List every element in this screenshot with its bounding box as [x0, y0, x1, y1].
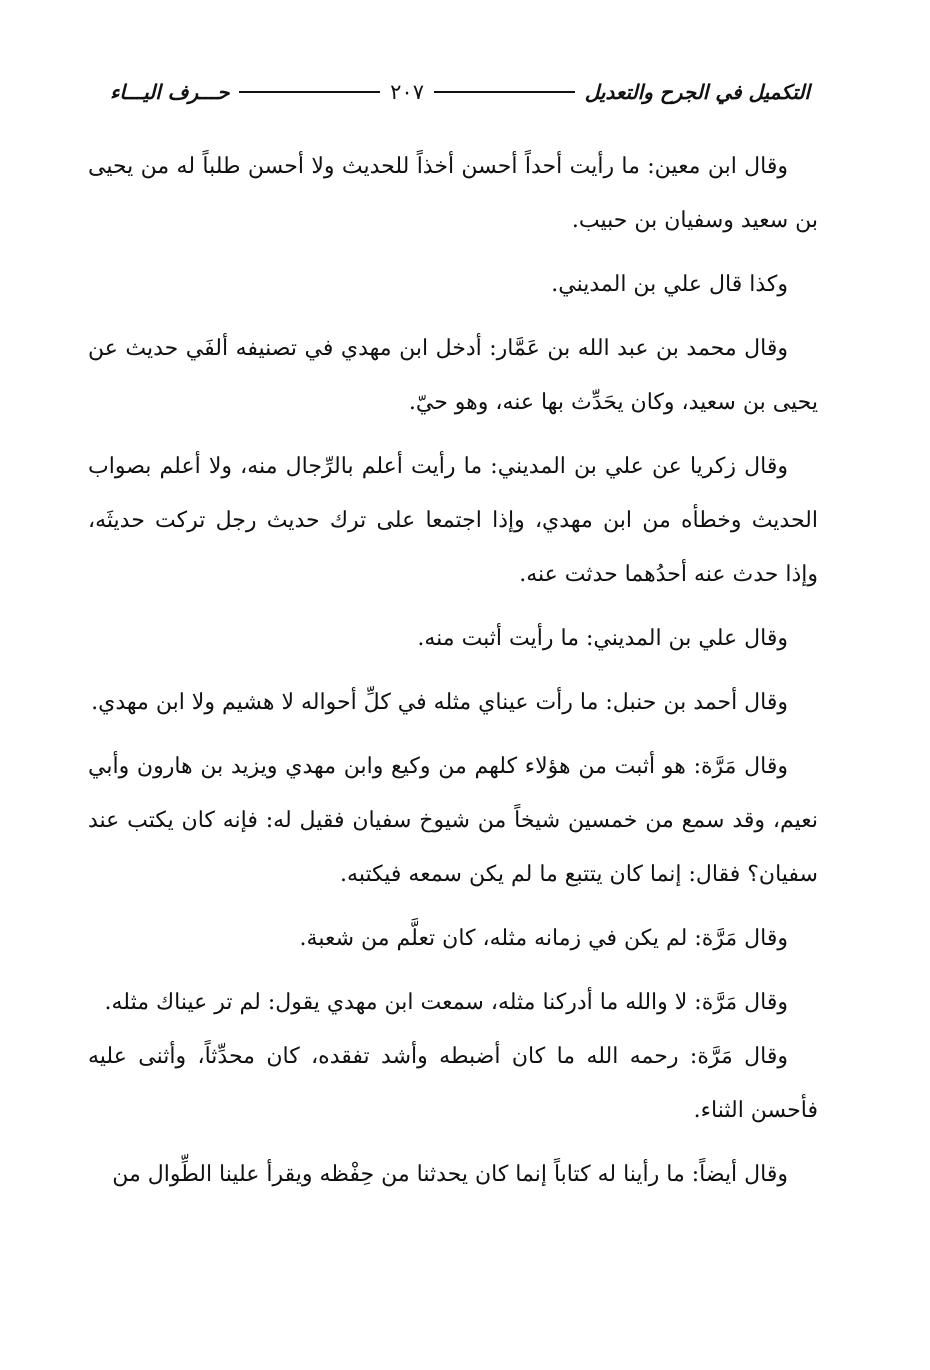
running-header	[110, 72, 810, 112]
page-number: ٢٠٧	[390, 80, 424, 104]
paragraph: وقال علي بن المديني: ما رأيت أثبت منه.	[417, 626, 788, 651]
header-rule	[434, 91, 575, 93]
body-text	[88, 140, 818, 1212]
paragraph: وقال مَرَّة: هو أثبت من هؤلاء كلهم من وكيع وابن مهدي ويزيد بن هارون وأبي نعيم، وقد سمع من خمسين شيخاً من شيوخ سفيان فقيل له: فإنه كان يكتب عند سفيان؟ فقال: إنما كان يتتبع ما لم يكن سمعه فيكتبه.	[88, 754, 818, 887]
header-rule	[239, 91, 380, 93]
paragraph: وقال مَرَّة: لم يكن في زمانه مثله، كان تعلَّم من شعبة.	[299, 926, 788, 951]
paragraph: وقال محمد بن عبد الله بن عَمَّار: أدخل ابن مهدي في تصنيفه ألفَي حديث عن يحيى بن سعيد، وكان يحَدِّث بها عنه، وهو حيّ.	[88, 336, 818, 415]
paragraph: وقال أيضاً: ما رأينا له كتاباً إنما كان يحدثنا من حِفْظه ويقرأ علينا الطِّوال من	[112, 1162, 788, 1187]
book-title: التكميل في الجرح والتعديل	[584, 80, 810, 104]
section-title: حـــرف اليـــاء	[110, 80, 230, 104]
paragraph: وقال أحمد بن حنبل: ما رأت عيناي مثله في كلِّ أحواله لا هشيم ولا ابن مهدي.	[91, 690, 788, 715]
paragraph: وكذا قال علي بن المديني.	[551, 272, 788, 297]
paragraph: وقال مَرَّة: رحمه الله ما كان أضبطه وأشد تفقده، كان محدِّثاً، وأثنى عليه فأحسن الثناء.	[88, 1044, 818, 1123]
paragraph: وقال زكريا عن علي بن المديني: ما رأيت أعلم بالرِّجال منه، ولا أعلم بصواب الحديث وخطأه من ابن مهدي، وإذا اجتمعا على ترك حديث رجل تركت حديثَه، وإذا حدث عنه أحدُهما حدثت عنه.	[88, 454, 818, 587]
paragraph: وقال مَرَّة: لا والله ما أدركنا مثله، سمعت ابن مهدي يقول: لم تر عيناك مثله.	[104, 990, 788, 1015]
paragraph: وقال ابن معين: ما رأيت أحداً أحسن أخذاً للحديث ولا أحسن طلباً له من يحيى بن سعيد وسفيان بن حبيب.	[88, 154, 818, 233]
